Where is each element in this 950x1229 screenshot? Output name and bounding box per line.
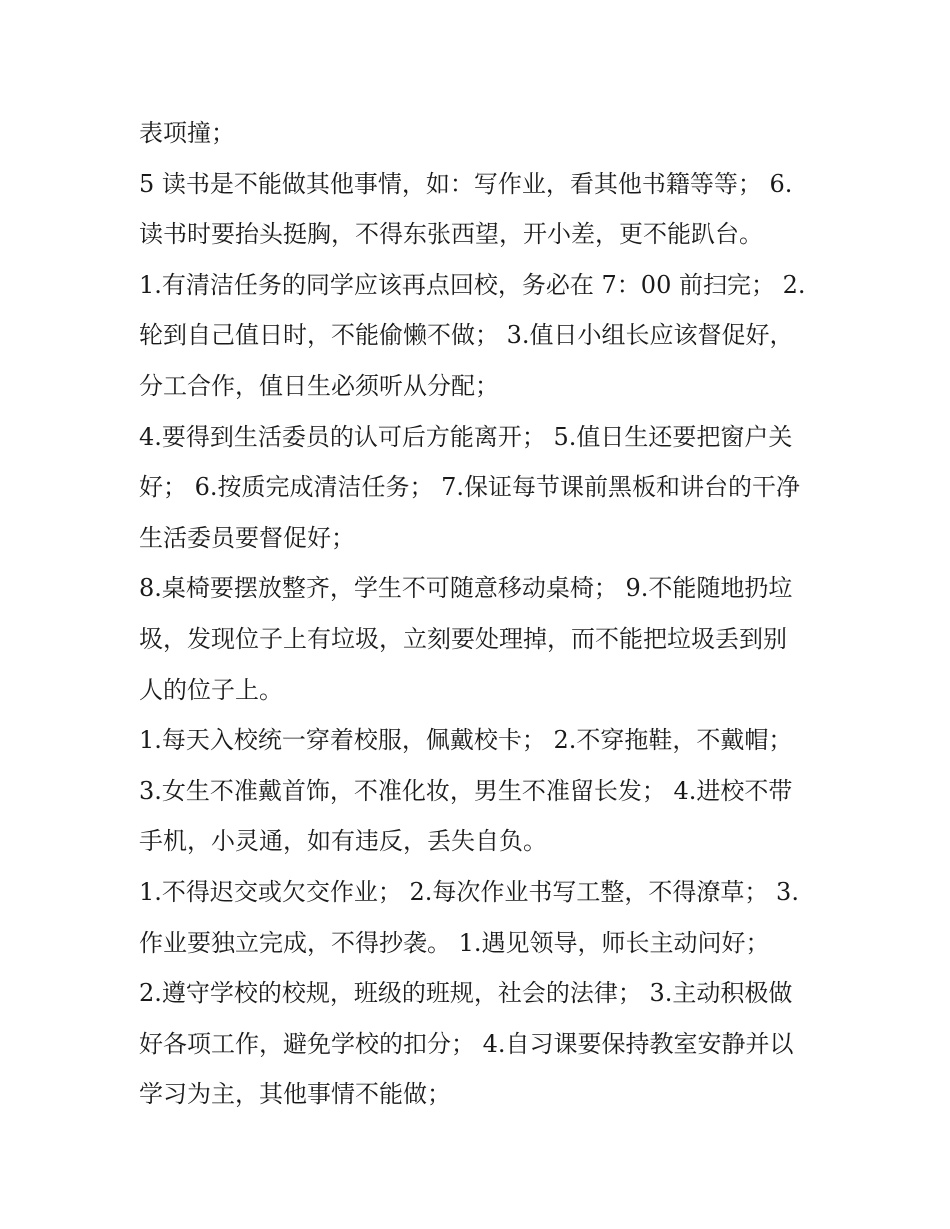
text-line: 8.桌椅要摆放整齐，学生不可随意移动桌椅； 9.不能随地扔垃 bbox=[139, 574, 793, 603]
text-line: 手机，小灵通，如有违反，丢失自负。 bbox=[139, 827, 547, 856]
text-line: 4.要得到生活委员的认可后方能离开； 5.值日生还要把窗户关 bbox=[139, 422, 793, 451]
text-line: 2.遵守学校的校规，班级的班规，社会的法律； 3.主动积极做 bbox=[139, 979, 793, 1008]
text-line: 圾，发现位子上有垃圾，立刻要处理掉，而不能把垃圾丢到别 bbox=[139, 624, 787, 653]
text-line: 1.每天入校统一穿着校服，佩戴校卡； 2.不穿拖鞋，不戴帽； bbox=[139, 726, 793, 755]
text-line: 1.有清洁任务的同学应该再点回校，务必在 7：00 前扫完； 2. bbox=[139, 270, 806, 299]
text-line: 3.女生不准戴首饰，不准化妆，男生不准留长发； 4.进校不带 bbox=[139, 776, 793, 805]
text-line: 好各项工作，避免学校的扣分； 4.自习课要保持教室安静并以 bbox=[139, 1029, 794, 1058]
document-body bbox=[139, 108, 819, 1120]
text-line: 读书时要抬头挺胸，不得东张西望，开小差，更不能趴台。 bbox=[139, 220, 763, 249]
text-line: 表项撞； bbox=[139, 119, 235, 147]
text-line: 生活委员要督促好； bbox=[139, 523, 355, 552]
text-line: 5 读书是不能做其他事情，如：写作业，看其他书籍等等； 6. bbox=[139, 169, 793, 198]
text-line: 学习为主，其他事情不能做； bbox=[139, 1080, 451, 1109]
text-line: 作业要独立完成，不得抄袭。 1.遇见领导，师长主动问好； bbox=[139, 928, 770, 957]
text-line: 人的位子上。 bbox=[139, 675, 283, 704]
text-line: 好； 6.按质完成清洁任务； 7.保证每节课前黑板和讲台的干净 bbox=[139, 473, 801, 502]
text-line: 分工合作，值日生必须听从分配； bbox=[139, 371, 499, 400]
text-line: 1.不得迟交或欠交作业； 2.每次作业书写工整，不得潦草； 3. bbox=[139, 877, 799, 906]
text-line: 轮到自己值日时，不能偷懒不做； 3.值日小组长应该督促好， bbox=[139, 321, 794, 350]
